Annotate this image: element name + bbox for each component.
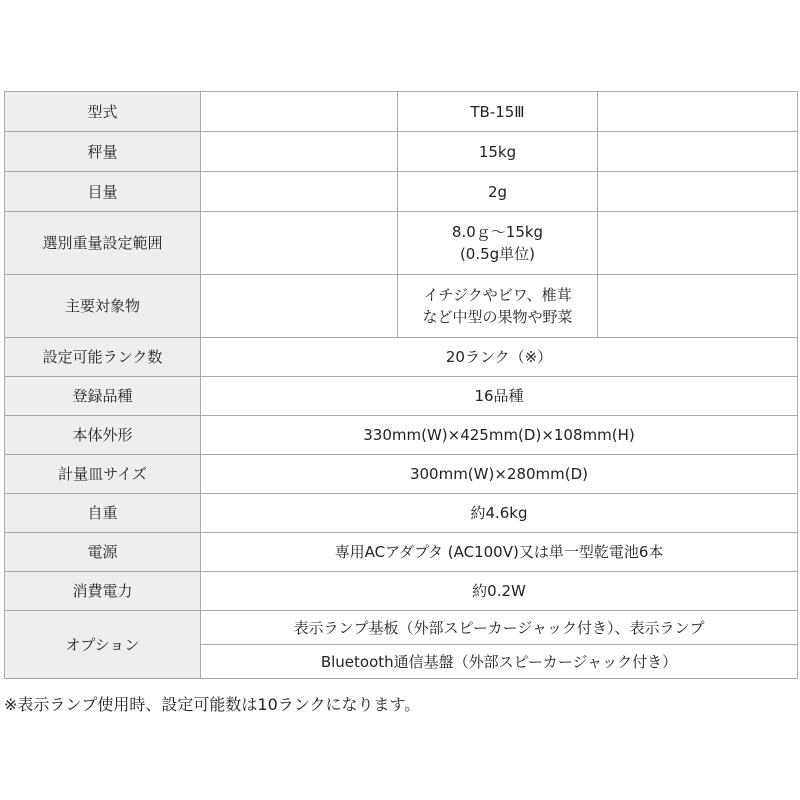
empty-cell [201, 172, 398, 212]
label-division: 目量 [5, 172, 201, 212]
value-target-items-line1: イチジクやビワ、椎茸 [423, 286, 572, 304]
table-row [5, 338, 798, 377]
value-target-items-line2: など中型の果物や野菜 [422, 308, 573, 326]
empty-cell [201, 212, 398, 275]
table-row [5, 377, 798, 416]
label-weight: 自重 [5, 494, 201, 533]
label-varieties: 登録品種 [5, 377, 201, 416]
label-target-items: 主要対象物 [5, 275, 201, 338]
empty-cell [201, 92, 398, 132]
value-option-1: 表示ランプ基板（外部スピーカージャック付き）、表示ランプ [201, 611, 798, 645]
label-sorting-range: 選別重量設定範囲 [5, 212, 201, 275]
value-pan-size: 300mm(W)×280mm(D) [201, 455, 798, 494]
value-varieties: 16品種 [201, 377, 798, 416]
value-rank-count: 20ランク（※） [201, 338, 798, 377]
footnote: ※表示ランプ使用時、設定可能数は10ランクになります。 [4, 695, 421, 714]
value-sorting-range-line1: 8.0ｇ～15kg [451, 223, 544, 241]
value-capacity: 15kg [398, 132, 598, 172]
empty-cell [598, 172, 798, 212]
label-pan-size: 計量皿サイズ [5, 455, 201, 494]
table-row [5, 92, 798, 132]
table-row [5, 416, 798, 455]
table-row [5, 212, 798, 275]
table-row [5, 494, 798, 533]
value-power-source: 専用ACアダプタ (AC100V)又は単一型乾電池6本 [201, 533, 798, 572]
table-row [5, 172, 798, 212]
value-sorting-range-line2: (0.5g単位) [459, 245, 536, 263]
label-rank-count: 設定可能ランク数 [5, 338, 201, 377]
table-row [5, 572, 798, 611]
empty-cell [598, 212, 798, 275]
value-sorting-range [398, 212, 598, 275]
value-weight: 約4.6kg [201, 494, 798, 533]
label-power-consumption: 消費電力 [5, 572, 201, 611]
table-row [5, 533, 798, 572]
value-division: 2g [398, 172, 598, 212]
table-row [5, 611, 798, 645]
empty-cell [598, 92, 798, 132]
value-power-consumption: 約0.2W [201, 572, 798, 611]
value-dimensions: 330mm(W)×425mm(D)×108mm(H) [201, 416, 798, 455]
label-options: オプション [5, 611, 201, 679]
empty-cell [201, 275, 398, 338]
empty-cell [598, 275, 798, 338]
value-model: TB-15Ⅲ [398, 92, 598, 132]
empty-cell [201, 132, 398, 172]
spec-table [4, 91, 798, 679]
value-target-items [398, 275, 598, 338]
label-power-source: 電源 [5, 533, 201, 572]
label-dimensions: 本体外形 [5, 416, 201, 455]
table-row [5, 132, 798, 172]
label-capacity: 秤量 [5, 132, 201, 172]
value-option-2: Bluetooth通信基盤（外部スピーカージャック付き） [201, 645, 798, 679]
empty-cell [598, 132, 798, 172]
table-row [5, 455, 798, 494]
label-model: 型式 [5, 92, 201, 132]
table-row [5, 275, 798, 338]
